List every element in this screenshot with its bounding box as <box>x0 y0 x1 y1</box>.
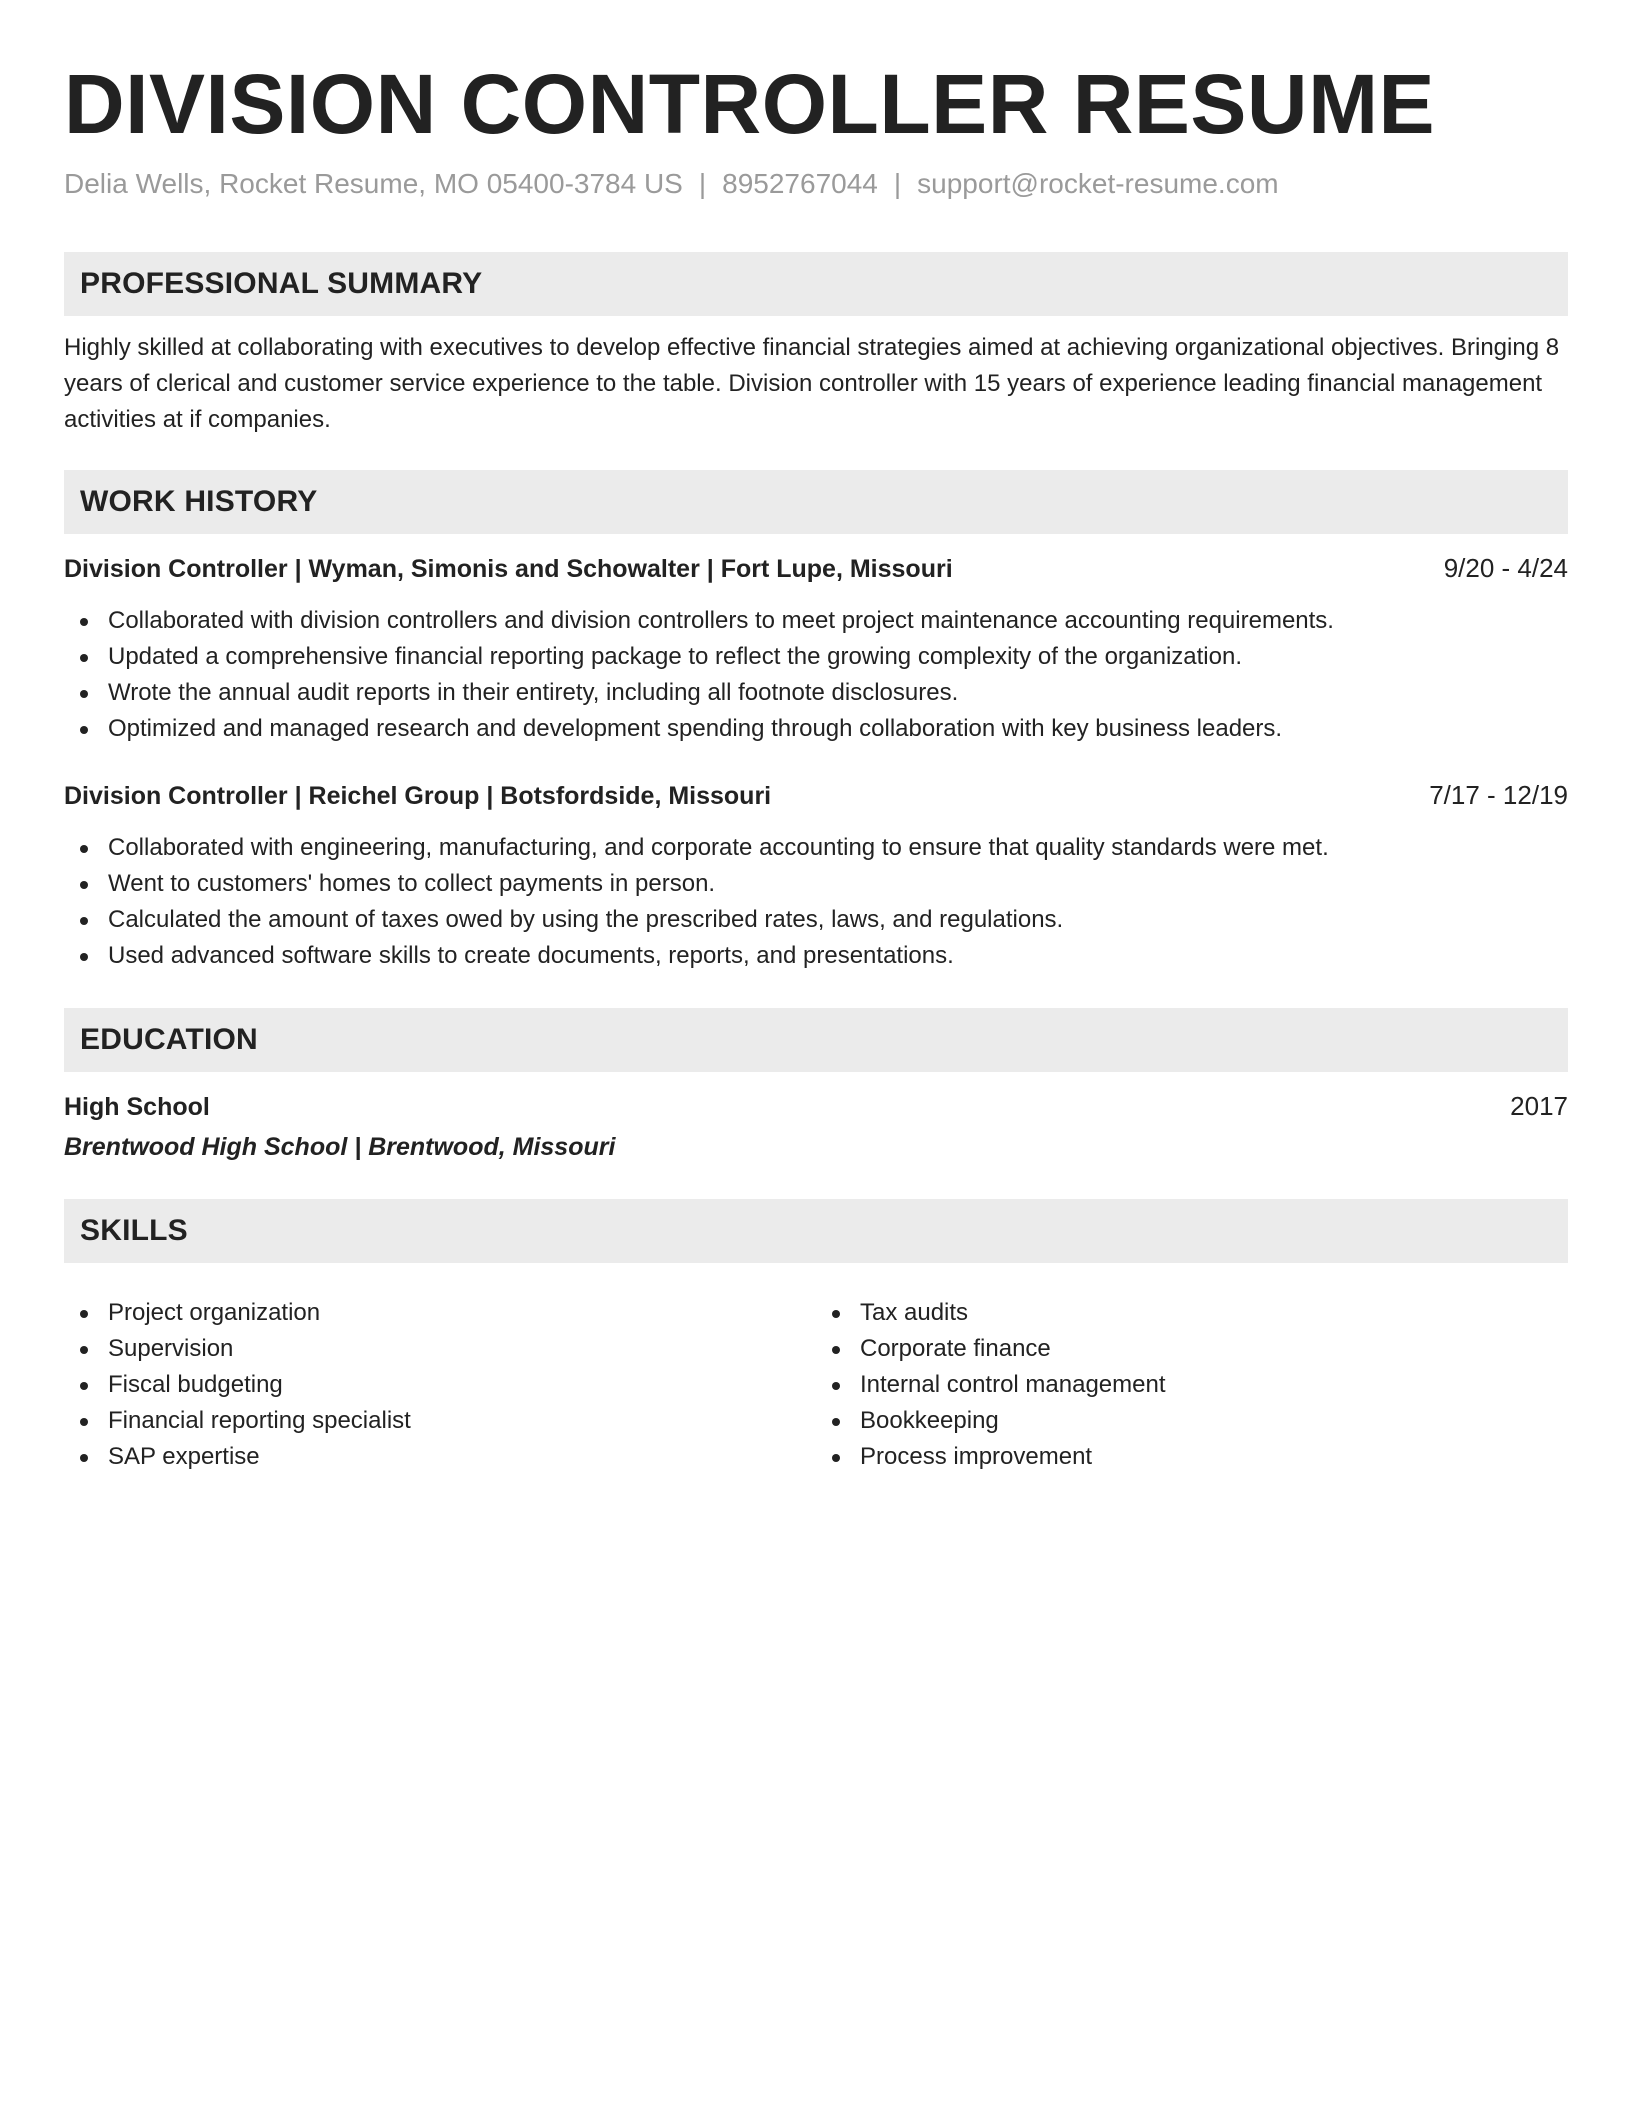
contact-email: support@rocket-resume.com <box>917 168 1279 199</box>
job-bullet: Updated a comprehensive financial reporting package to reflect the growing complexity of the organization. <box>64 639 1568 675</box>
contact-separator: | <box>893 168 902 199</box>
job-dates: 9/20 - 4/24 <box>1443 553 1568 583</box>
job-dates: 7/17 - 12/19 <box>1429 780 1568 810</box>
job-header <box>64 777 1568 814</box>
skill-item: Fiscal budgeting <box>64 1367 816 1403</box>
job-bullet: Went to customers' homes to collect payments in person. <box>64 866 1568 902</box>
education-degree: High School <box>64 1093 210 1121</box>
skills-column-left <box>64 1295 816 1475</box>
skills-section-heading: SKILLS <box>64 1199 1568 1263</box>
summary-section-heading: PROFESSIONAL SUMMARY <box>64 252 1568 316</box>
education-header <box>64 1088 1568 1125</box>
job-bullet: Calculated the amount of taxes owed by using the prescribed rates, laws, and regulations. <box>64 902 1568 938</box>
skills-column-right <box>816 1295 1568 1475</box>
education-school: Brentwood High School | Brentwood, Missouri <box>64 1133 616 1161</box>
skill-item: Tax audits <box>816 1295 1568 1331</box>
skill-item: Bookkeeping <box>816 1403 1568 1439</box>
skill-item: Internal control management <box>816 1367 1568 1403</box>
skill-item: Corporate finance <box>816 1331 1568 1367</box>
education-year: 2017 <box>1510 1091 1568 1121</box>
job-entry-2 <box>64 777 1568 974</box>
work-history-section-heading: WORK HISTORY <box>64 470 1568 534</box>
resume-title: DIVISION CONTROLLER RESUME <box>64 57 1436 151</box>
education-section-heading: EDUCATION <box>64 1008 1568 1072</box>
job-title: Division Controller | Wyman, Simonis and Schowalter | Fort Lupe, Missouri <box>64 555 953 583</box>
skill-item: Project organization <box>64 1295 816 1331</box>
contact-address: Delia Wells, Rocket Resume, MO 05400-3784 US <box>64 168 683 199</box>
job-bullet-list <box>64 830 1568 974</box>
skill-item: Financial reporting specialist <box>64 1403 816 1439</box>
job-bullet: Collaborated with division controllers and division controllers to meet project maintenance accounting requirements. <box>64 603 1568 639</box>
job-header <box>64 550 1568 587</box>
job-bullet: Collaborated with engineering, manufacturing, and corporate accounting to ensure that quality standards were met. <box>64 830 1568 866</box>
skill-item: Process improvement <box>816 1439 1568 1475</box>
contact-phone: 8952767044 <box>722 168 878 199</box>
job-bullet: Used advanced software skills to create documents, reports, and presentations. <box>64 938 1568 974</box>
job-bullet: Optimized and managed research and development spending through collaboration with key business leaders. <box>64 711 1568 747</box>
contact-line <box>64 166 1568 202</box>
job-title: Division Controller | Reichel Group | Botsfordside, Missouri <box>64 782 772 810</box>
skill-item: Supervision <box>64 1331 816 1367</box>
skill-item: SAP expertise <box>64 1439 816 1475</box>
job-entry-1 <box>64 550 1568 747</box>
contact-separator: | <box>698 168 707 199</box>
skills-grid <box>64 1279 1568 1475</box>
job-bullet-list <box>64 603 1568 747</box>
job-bullet: Wrote the annual audit reports in their entirety, including all footnote disclosures. <box>64 675 1568 711</box>
summary-text: Highly skilled at collaborating with executives to develop effective financial strategies aimed at achieving organizational objectives. Bringing 8 years of clerical and customer service experience to the table. Division controller with 15 years of experience leading financial management activities at if companies. <box>64 334 1560 433</box>
